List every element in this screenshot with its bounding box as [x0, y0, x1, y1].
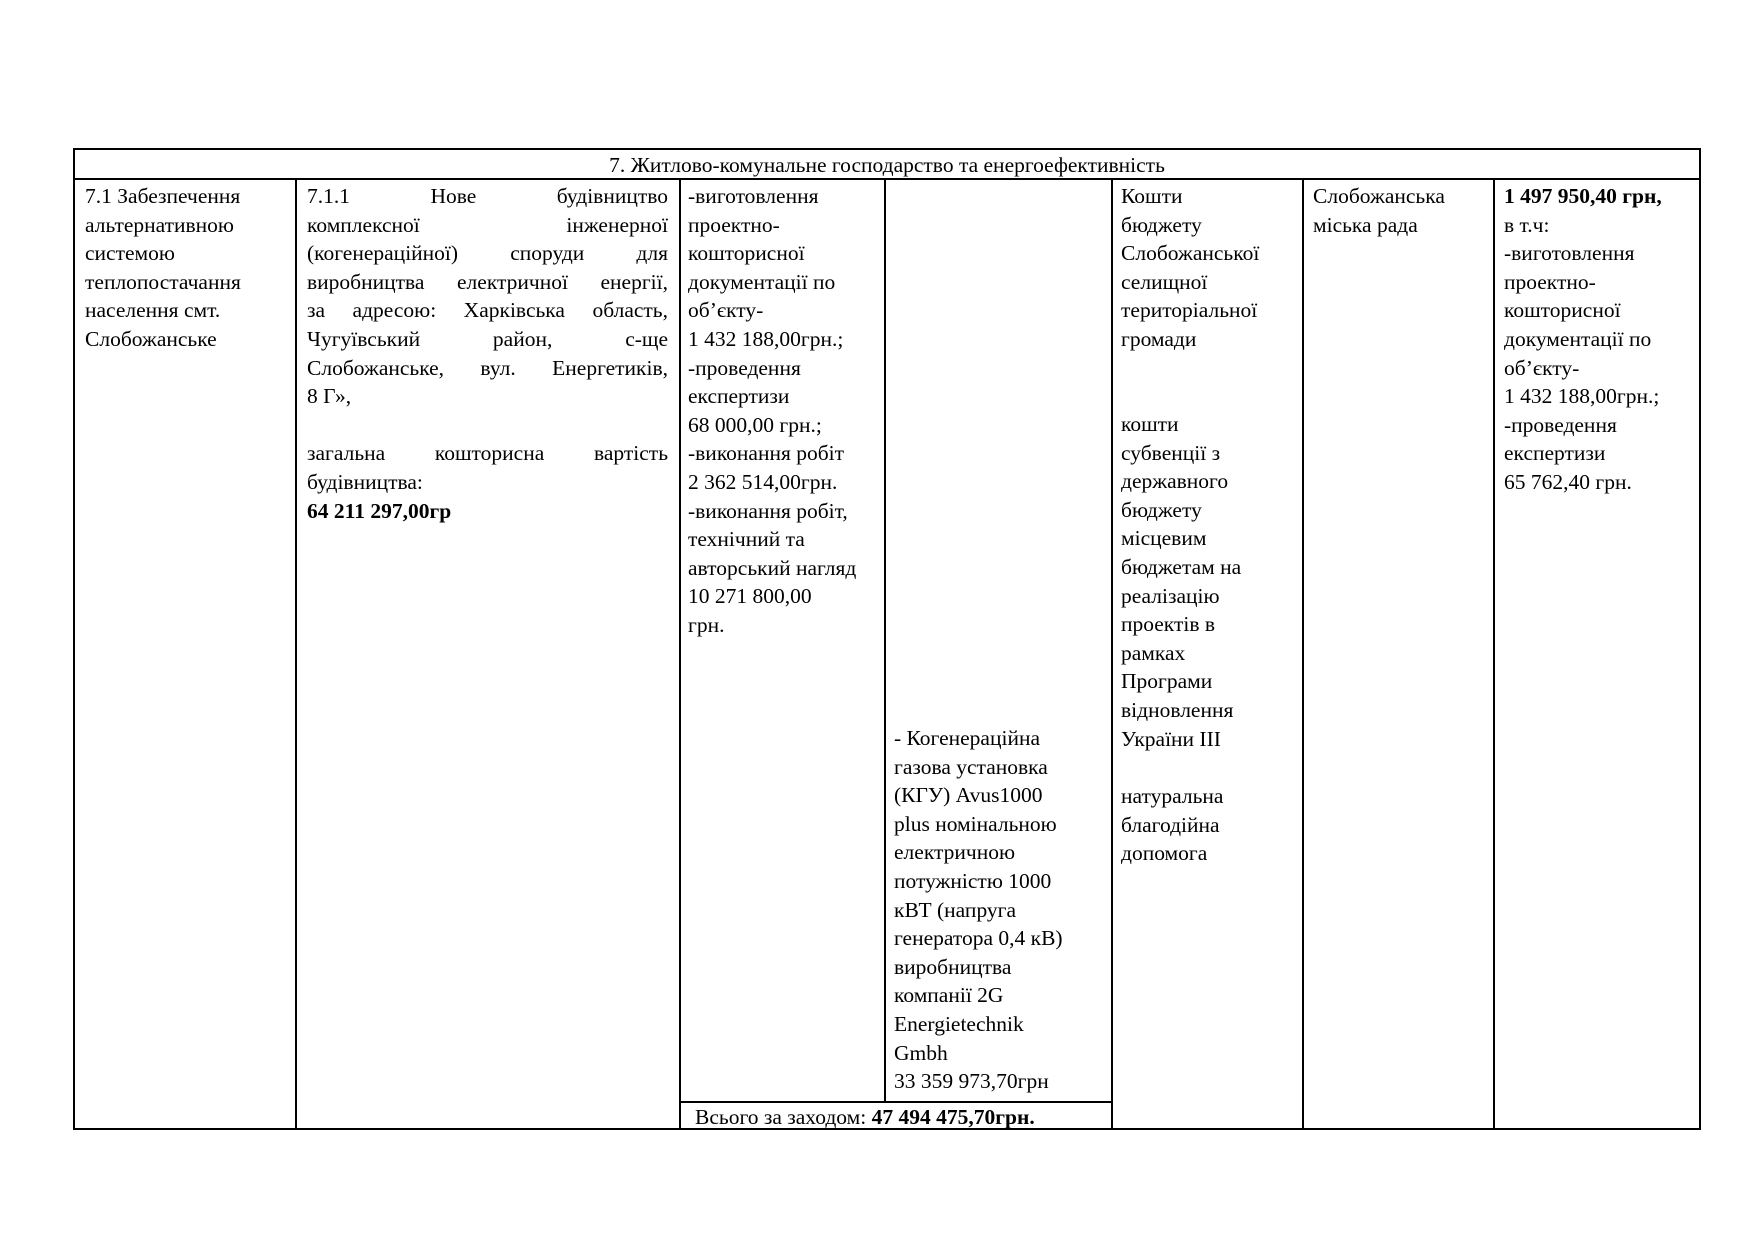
column-divider-3 — [884, 178, 886, 1102]
funding-source-charity: натуральна благодійна допомога — [1121, 784, 1224, 866]
column-divider-5 — [1302, 178, 1304, 1130]
equipment-cell: - Когенераційна газова установка (КГУ) Avus1000 plus номінальною електричною потужністю 1000 кВТ (напруга генератора 0,4 кВ) виробництва компанії 2G Energietechnik Gmbh 33 359 973,70грн — [894, 726, 1063, 1094]
funding-source-subvention: кошти субвенції з державного бюджету місцевим бюджетам на реалізацію проектів в рамках Програми відновлення України ІІІ — [1121, 412, 1242, 751]
measure-line: 8 Г», — [307, 384, 352, 409]
measure-line: (когенераційної) споруди для — [307, 241, 668, 266]
estimated-cost-label: загальна кошторисна вартість — [307, 441, 668, 466]
section-heading: 7. Житлово-комунальне господарство та енергоефективність — [609, 153, 1165, 177]
measure-line: комплексної інженерної — [307, 212, 668, 237]
measure-cell — [307, 182, 668, 525]
measure-line: за адресою: Харківська область, — [307, 298, 668, 323]
column-divider-4 — [1111, 178, 1113, 1130]
measure-number: 7.1.1 — [307, 184, 350, 208]
measure-line: Слобожанське, вул. Енергетиків, — [307, 355, 668, 380]
goal-cell: 7.1 Забезпечення альтернативною системою теплопостачання населення смт. Слобожанське — [85, 184, 241, 351]
heading-divider — [75, 178, 1699, 180]
amount-details: в т.ч: -виготовлення проектно- кошторисної документації по об’єкту- 1 432 188,00грн.; -проведення експертизи 65 762,40 грн. — [1504, 212, 1660, 494]
works-list-cell: -виготовлення проектно- кошторисної документації по об’єкту- 1 432 188,00грн.; -проведення експертизи 68 000,00 грн.; -виконання робіт 2 362 514,00грн. -виконання робіт, технічний та авторський нагляд 10 271 800,00 грн. — [688, 184, 857, 637]
measures-table — [73, 148, 1701, 1130]
column-divider-1 — [295, 178, 297, 1130]
measure-title-start: Нове будівництво — [430, 184, 668, 208]
funding-source-budget: Кошти бюджету Слобожанської селищної територіальної громади — [1121, 184, 1260, 351]
estimated-cost-label-end: будівництва: — [307, 469, 423, 494]
measure-line: виробництва електричної енергії, — [307, 269, 668, 294]
total-label: Всього за заходом: — [695, 1105, 867, 1129]
column-divider-2 — [679, 178, 681, 1130]
total-value: 47 494 475,70грн. — [871, 1105, 1035, 1129]
estimated-cost-value: 64 211 297,00гр — [307, 498, 452, 523]
total-row — [695, 1103, 1115, 1132]
amount-cell — [1504, 182, 1700, 497]
amount-total: 1 497 950,40 грн, — [1504, 184, 1662, 208]
executor-cell: Слобожанська міська рада — [1313, 184, 1445, 237]
measure-first-line — [307, 182, 668, 211]
column-divider-6 — [1493, 178, 1495, 1130]
measure-line: Чугуївський район, с-ще — [307, 326, 668, 351]
